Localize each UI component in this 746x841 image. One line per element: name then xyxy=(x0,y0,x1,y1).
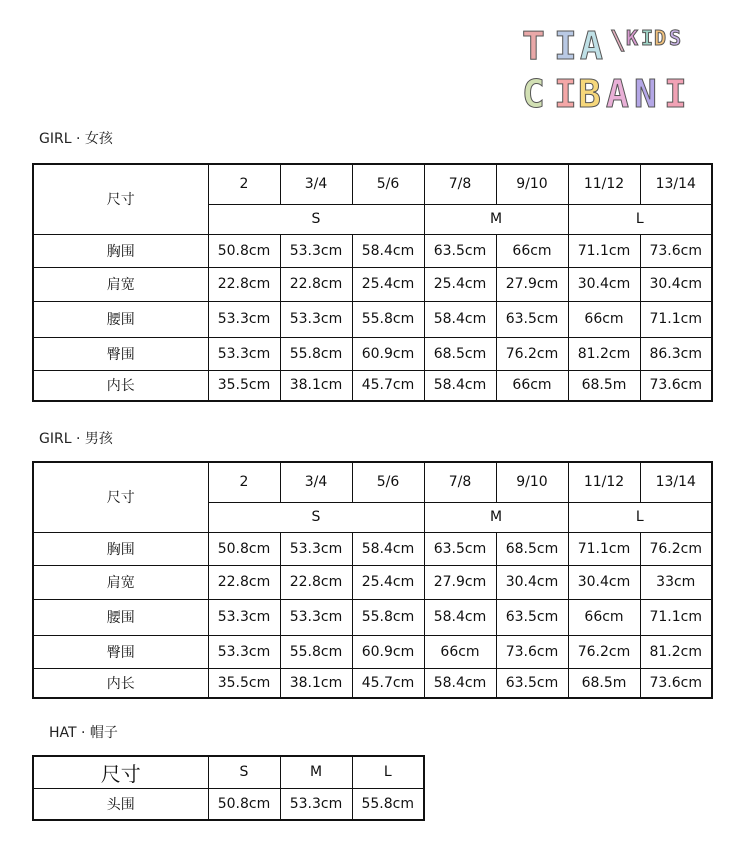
measure-label: 内长 xyxy=(33,668,208,698)
measure-cell: 63.5cm xyxy=(496,668,568,698)
measure-cell: 45.7cm xyxy=(352,668,424,698)
girl-size-table xyxy=(32,163,713,402)
measure-cell: 35.5cm xyxy=(208,668,280,698)
boy-section-title: GIRL · 男孩 xyxy=(39,431,113,447)
measure-cell: 25.4cm xyxy=(424,267,496,301)
measure-cell: 53.3cm xyxy=(280,301,352,337)
size-group-cell: M xyxy=(424,204,568,234)
measure-cell: 71.1cm xyxy=(640,599,712,635)
logo-letter: I xyxy=(554,72,577,116)
size-group-cell: L xyxy=(568,204,712,234)
logo-letter: I xyxy=(554,24,577,68)
measure-cell: 25.4cm xyxy=(352,565,424,599)
measure-cell: 30.4cm xyxy=(496,565,568,599)
age-cell: 7/8 xyxy=(424,462,496,502)
age-cell: 11/12 xyxy=(568,462,640,502)
size-group-cell: S xyxy=(208,204,424,234)
logo-letter: A xyxy=(606,72,629,116)
measure-label: 腰围 xyxy=(33,301,208,337)
measure-cell: 76.2cm xyxy=(640,532,712,565)
age-cell: 2 xyxy=(208,462,280,502)
measure-label: 臀围 xyxy=(33,635,208,668)
measure-label: 肩宽 xyxy=(33,565,208,599)
measure-cell: 30.4cm xyxy=(640,267,712,301)
age-cell: 7/8 xyxy=(424,164,496,204)
measure-cell: 50.8cm xyxy=(208,532,280,565)
measure-cell: 53.3cm xyxy=(208,599,280,635)
measure-cell: 35.5cm xyxy=(208,370,280,401)
measure-cell: 53.3cm xyxy=(208,301,280,337)
age-cell: 11/12 xyxy=(568,164,640,204)
girl-section-title: GIRL · 女孩 xyxy=(39,131,113,147)
measure-cell: 66cm xyxy=(568,599,640,635)
age-cell: 5/6 xyxy=(352,164,424,204)
size-header-cell: 尺寸 xyxy=(33,756,208,788)
measure-cell: 71.1cm xyxy=(568,532,640,565)
measure-label: 臀围 xyxy=(33,337,208,370)
measure-cell: 63.5cm xyxy=(424,532,496,565)
measure-cell: 58.4cm xyxy=(424,301,496,337)
measure-cell: 68.5cm xyxy=(496,532,568,565)
measure-cell: 58.4cm xyxy=(424,370,496,401)
age-cell: 9/10 xyxy=(496,164,568,204)
measure-cell: 68.5cm xyxy=(424,337,496,370)
logo-letter: I xyxy=(664,72,687,116)
measure-cell: 53.3cm xyxy=(208,337,280,370)
size-group-cell: M xyxy=(424,502,568,532)
measure-cell: 86.3cm xyxy=(640,337,712,370)
measure-cell: 68.5m xyxy=(568,668,640,698)
measure-cell: 55.8cm xyxy=(280,635,352,668)
logo-letter: K xyxy=(626,26,639,50)
age-cell: 3/4 xyxy=(280,164,352,204)
hat-section-title: HAT · 帽子 xyxy=(49,725,118,741)
size-header-cell: 尺寸 xyxy=(33,462,208,532)
size-group-cell: S xyxy=(208,502,424,532)
measure-cell: 22.8cm xyxy=(280,565,352,599)
measure-cell: 55.8cm xyxy=(352,301,424,337)
measure-cell: 76.2cm xyxy=(496,337,568,370)
brand-logo xyxy=(518,22,688,122)
logo-letter: A xyxy=(580,24,603,68)
measure-cell: 63.5cm xyxy=(424,234,496,267)
size-group-cell: S xyxy=(208,756,280,788)
measure-cell: 53.3cm xyxy=(208,635,280,668)
measure-cell: 60.9cm xyxy=(352,337,424,370)
measure-cell: 30.4cm xyxy=(568,565,640,599)
logo-letter: B xyxy=(578,72,601,116)
logo-letter: T xyxy=(522,24,545,68)
measure-label: 肩宽 xyxy=(33,267,208,301)
logo-letter: S xyxy=(669,26,682,50)
measure-cell: 25.4cm xyxy=(352,267,424,301)
measure-cell: 50.8cm xyxy=(208,234,280,267)
age-cell: 13/14 xyxy=(640,462,712,502)
measure-cell: 76.2cm xyxy=(568,635,640,668)
measure-cell: 73.6cm xyxy=(496,635,568,668)
measure-cell: 73.6cm xyxy=(640,370,712,401)
measure-cell: 66cm xyxy=(496,370,568,401)
measure-cell: 71.1cm xyxy=(568,234,640,267)
logo-letter: C xyxy=(522,72,545,116)
measure-cell: 63.5cm xyxy=(496,301,568,337)
measure-cell: 50.8cm xyxy=(208,788,280,820)
measure-cell: 53.3cm xyxy=(280,599,352,635)
measure-cell: 53.3cm xyxy=(280,532,352,565)
measure-cell: 38.1cm xyxy=(280,370,352,401)
logo-letter: D xyxy=(654,26,667,50)
age-cell: 5/6 xyxy=(352,462,424,502)
measure-cell: 66cm xyxy=(568,301,640,337)
measure-label: 内长 xyxy=(33,370,208,401)
boy-size-table xyxy=(32,461,713,699)
age-cell: 2 xyxy=(208,164,280,204)
measure-cell: 22.8cm xyxy=(208,565,280,599)
logo-letter: \ xyxy=(610,26,626,56)
measure-label: 头围 xyxy=(33,788,208,820)
measure-cell: 81.2cm xyxy=(640,635,712,668)
age-cell: 3/4 xyxy=(280,462,352,502)
measure-cell: 71.1cm xyxy=(640,301,712,337)
measure-cell: 30.4cm xyxy=(568,267,640,301)
measure-cell: 60.9cm xyxy=(352,635,424,668)
measure-cell: 55.8cm xyxy=(352,599,424,635)
measure-cell: 58.4cm xyxy=(424,668,496,698)
measure-label: 胸围 xyxy=(33,234,208,267)
measure-cell: 58.4cm xyxy=(424,599,496,635)
measure-cell: 73.6cm xyxy=(640,668,712,698)
measure-cell: 66cm xyxy=(496,234,568,267)
measure-cell: 38.1cm xyxy=(280,668,352,698)
measure-cell: 27.9cm xyxy=(424,565,496,599)
measure-cell: 55.8cm xyxy=(280,337,352,370)
measure-cell: 73.6cm xyxy=(640,234,712,267)
measure-cell: 55.8cm xyxy=(352,788,424,820)
size-group-cell: M xyxy=(280,756,352,788)
logo-letter: N xyxy=(634,72,657,116)
hat-size-table xyxy=(32,755,425,821)
size-group-cell: L xyxy=(568,502,712,532)
measure-cell: 66cm xyxy=(424,635,496,668)
measure-label: 腰围 xyxy=(33,599,208,635)
measure-cell: 45.7cm xyxy=(352,370,424,401)
measure-cell: 22.8cm xyxy=(280,267,352,301)
measure-label: 胸围 xyxy=(33,532,208,565)
measure-cell: 27.9cm xyxy=(496,267,568,301)
measure-cell: 81.2cm xyxy=(568,337,640,370)
measure-cell: 68.5m xyxy=(568,370,640,401)
measure-cell: 58.4cm xyxy=(352,234,424,267)
measure-cell: 33cm xyxy=(640,565,712,599)
size-header-cell: 尺寸 xyxy=(33,164,208,234)
measure-cell: 22.8cm xyxy=(208,267,280,301)
measure-cell: 58.4cm xyxy=(352,532,424,565)
age-cell: 13/14 xyxy=(640,164,712,204)
measure-cell: 53.3cm xyxy=(280,234,352,267)
measure-cell: 53.3cm xyxy=(280,788,352,820)
measure-cell: 63.5cm xyxy=(496,599,568,635)
logo-letter: I xyxy=(641,26,654,50)
size-group-cell: L xyxy=(352,756,424,788)
age-cell: 9/10 xyxy=(496,462,568,502)
